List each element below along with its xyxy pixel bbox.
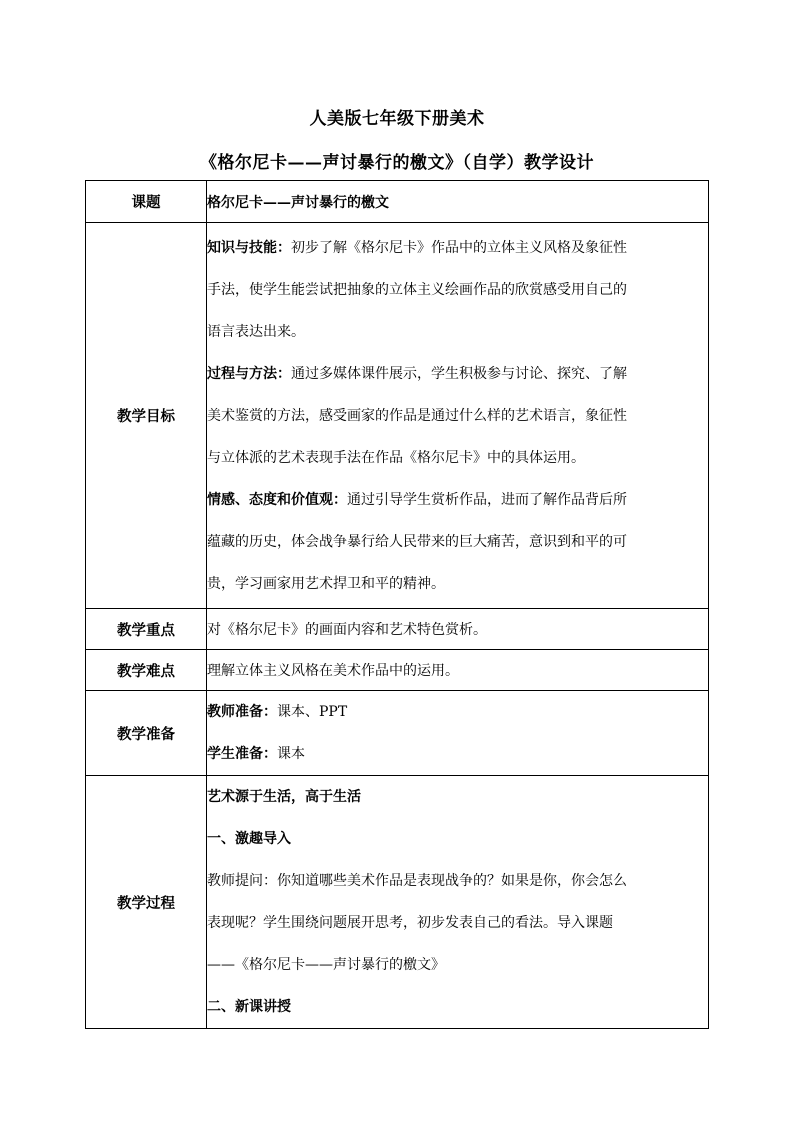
table-row-difficulties: [86, 650, 709, 691]
topic-label: 课题: [86, 181, 207, 223]
table-row-process: [86, 776, 709, 1029]
objective-process-line: [207, 353, 708, 395]
key-points-label: 教学重点: [86, 609, 207, 650]
teacher-prep-line: [207, 691, 708, 733]
process-content: [207, 776, 709, 1029]
student-prep-heading: 学生准备：: [207, 746, 277, 762]
process-motto: 艺术源于生活，高于生活: [207, 789, 361, 805]
table-row-preparation: [86, 691, 709, 776]
objective-knowledge-line: [207, 227, 708, 269]
objective-process-line: 与立体派的艺术表现手法在作品《格尔尼卡》中的具体运用。: [207, 450, 585, 466]
objective-attitude-line: [207, 479, 708, 521]
preparation-content: [207, 691, 709, 776]
objective-knowledge-line: 手法，使学生能尝试把抽象的立体主义绘画作品的欣赏感受用自己的: [207, 282, 627, 298]
process-paragraph-line: 教师提问：你知道哪些美术作品是表现战争的？如果是你，你会怎么: [207, 873, 627, 889]
process-section-new-lesson: 二、新课讲授: [207, 999, 291, 1015]
key-points-value: 对《格尔尼卡》的画面内容和艺术特色赏析。: [207, 609, 709, 650]
difficulties-label: 教学难点: [86, 650, 207, 691]
objective-attitude-heading: 情感、态度和价值观：: [207, 492, 347, 508]
objective-attitude-line: 蕴藏的历史，体会战争暴行给人民带来的巨大痛苦，意识到和平的可: [207, 534, 627, 550]
table-row-key-points: [86, 609, 709, 650]
lesson-plan-table: [85, 180, 709, 1029]
objective-attitude-line: 贵，学习画家用艺术捍卫和平的精神。: [207, 576, 445, 592]
process-section-intro: 一、激趣导入: [207, 831, 291, 847]
objective-knowledge-heading: 知识与技能：: [207, 240, 291, 256]
objective-process-line: 美术鉴赏的方法，感受画家的作品是通过什么样的艺术语言，象征性: [207, 408, 627, 424]
objectives-label: 教学目标: [86, 223, 207, 609]
student-prep-value: 课本: [277, 746, 305, 762]
process-label: 教学过程: [86, 776, 207, 1029]
teacher-prep-heading: 教师准备：: [207, 704, 277, 720]
document-subtitle: 《格尔尼卡——声讨暴行的檄文》（自学）教学设计: [200, 153, 594, 173]
preparation-label: 教学准备: [86, 691, 207, 776]
student-prep-line: [207, 733, 708, 775]
difficulties-value: 理解立体主义风格在美术作品中的运用。: [207, 650, 709, 691]
objective-process-heading: 过程与方法：: [207, 366, 291, 382]
objective-knowledge-text: 初步了解《格尔尼卡》作品中的立体主义风格及象征性: [291, 240, 627, 256]
table-row-objectives: [86, 223, 709, 609]
objective-attitude-text: 通过引导学生赏析作品，进而了解作品背后所: [347, 492, 627, 508]
document-title: 人美版七年级下册美术: [309, 109, 485, 129]
process-paragraph-line: 表现呢？学生围绕问题展开思考，初步发表自己的看法。导入课题: [207, 915, 613, 931]
topic-value: 格尔尼卡——声讨暴行的檄文: [207, 194, 389, 211]
teacher-prep-value: 课本、PPT: [277, 704, 348, 720]
topic-value-cell: [207, 181, 709, 223]
process-paragraph-line: ——《格尔尼卡——声讨暴行的檄文》: [207, 957, 445, 973]
objective-process-text: 通过多媒体课件展示，学生积极参与讨论、探究、了解: [291, 366, 627, 382]
objective-knowledge-line: 语言表达出来。: [207, 324, 305, 340]
table-row-topic: [86, 181, 709, 223]
objectives-content: [207, 223, 709, 609]
